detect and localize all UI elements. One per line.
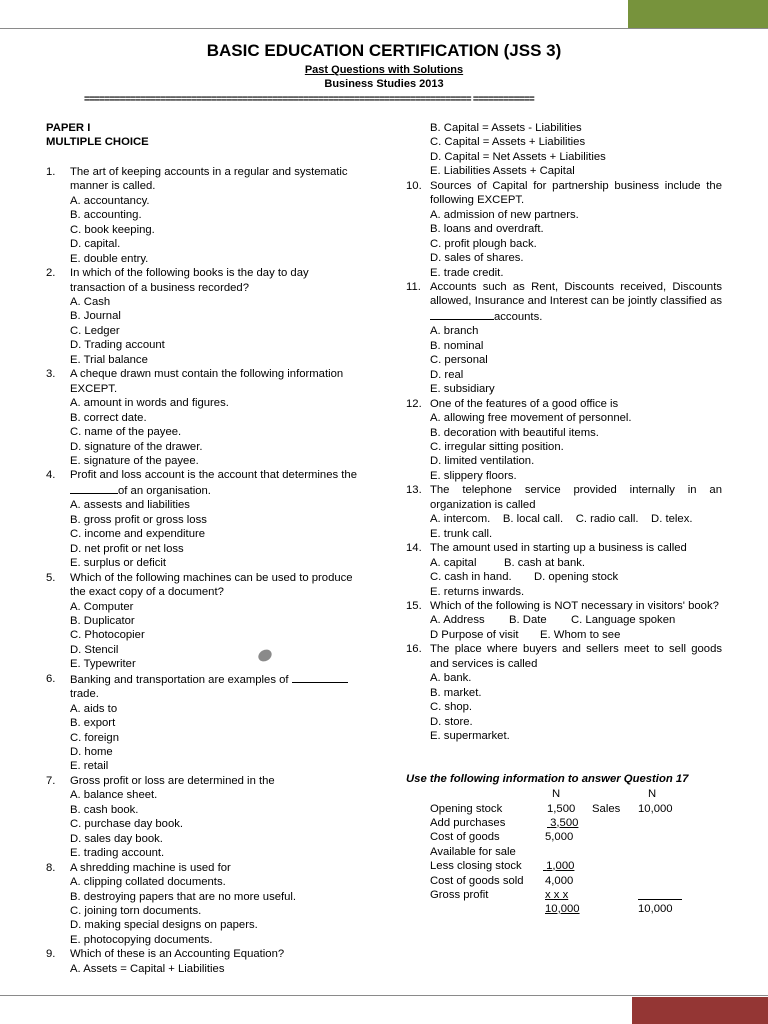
question-number: 1. [46,165,56,178]
question-4 [46,468,366,570]
option-row [430,613,722,627]
option[interactable]: A. aids to [70,702,118,715]
option[interactable]: C. Language spoken [571,614,676,627]
question-stem: In which of the following books is the day to day transaction of a business recorded? [70,267,309,294]
row-value: 1,000 [546,859,575,872]
section-label: MULTIPLE CHOICE [46,136,149,149]
question-stem: Profit and loss account is the account that determines theof an organisation. [70,469,357,497]
option[interactable]: E. Liabilities Assets + Capital [430,165,575,178]
answer-blank [430,309,494,320]
separator-line: ============================================================================ ============ [84,94,534,105]
question-9-continued [406,121,722,179]
total-rule [638,899,682,900]
question-number: 3. [46,368,56,381]
question-stem: Which of the following machines can be used to produce the exact copy of a document? [70,571,353,599]
question-stem: Sources of Capital for partnership business include the following EXCEPT. [430,179,722,207]
question-number: 4. [46,469,56,482]
question-16 [406,642,722,743]
question-number: 6. [46,672,56,685]
option[interactable]: C. Ledger [70,324,120,337]
option[interactable]: E. double entry. [70,252,149,265]
row-label: Cost of goods sold [430,874,524,887]
option[interactable]: B. correct date. [70,411,147,424]
option[interactable]: D. capital. [70,238,121,251]
question-number: 16. [406,643,422,656]
option[interactable]: B. cash at bank. [504,556,586,569]
question-number: 14. [406,542,422,555]
currency-symbol: N [648,787,657,800]
option[interactable]: C. purchase day book. [70,818,184,831]
option[interactable]: E. Trial balance [70,353,148,366]
question-17-info-heading: Use the following information to answer Question 17 [406,773,689,786]
option[interactable]: E. retail [70,760,109,773]
document-title: BASIC EDUCATION CERTIFICATION (JSS 3) [206,41,562,60]
option[interactable]: D. opening stock [534,571,619,584]
option[interactable]: A. Cash [70,295,111,308]
row-value: x x x [545,888,569,901]
question-12 [406,397,722,484]
row-label: Opening stock [430,802,503,815]
option[interactable]: C. joining torn documents. [70,905,202,918]
option[interactable]: A. intercom. [430,513,491,526]
option[interactable]: B. loans and overdraft. [430,223,544,236]
option[interactable]: A. Computer [70,600,134,613]
footer-color-band [632,997,768,1024]
question-stem: Accounts such as Rent, Discounts received, Discounts allowed, Insurance and Interest can be jointly classified asaccounts. [430,280,722,323]
question-9 [46,947,366,976]
option[interactable]: C. Capital = Assets + Liabilities [430,136,586,149]
option[interactable]: C. name of the payee. [70,426,182,439]
option[interactable]: E. photocopying documents. [70,933,213,946]
row-value: 1,500 [547,802,576,815]
option[interactable]: D. store. [430,715,473,728]
option[interactable]: E. Whom to see [540,628,621,641]
option[interactable]: B. cash book. [70,803,139,816]
question-number: 2. [46,267,56,280]
question-number: 12. [406,397,422,410]
question-stem: The telephone service provided internally in an organization is called [430,484,722,511]
option[interactable]: B. market. [430,686,482,699]
option[interactable]: B. Journal [70,310,121,323]
option[interactable]: E. trade credit. [430,266,504,279]
option[interactable]: E. trading account. [70,847,165,860]
option[interactable]: E. Typewriter [70,658,136,671]
option[interactable]: D. Trading account [70,339,165,352]
question-10 [406,179,722,280]
row-label: Available for sale [430,845,516,858]
option[interactable]: A. admission of new partners. [430,208,579,221]
row-label: Gross profit [430,888,489,901]
option[interactable]: C. book keeping. [70,223,155,236]
question-6 [46,672,366,774]
total-value: 10,000 [545,902,580,915]
option[interactable]: A. branch [430,325,479,338]
left-column [46,121,366,976]
question-stem: Which of the following is NOT necessary in visitors' book? [430,599,719,612]
option[interactable]: C. cash in hand. [430,571,512,584]
option[interactable]: C. irregular sitting position. [430,440,564,453]
option[interactable]: B. nominal [430,339,484,352]
option[interactable]: B. Duplicator [70,614,135,627]
option[interactable]: A. assests and liabilities [70,499,190,512]
question-number: 7. [46,774,56,787]
option-row [430,628,722,642]
option-row [430,512,722,526]
paper-label: PAPER I [46,122,91,134]
question-2 [46,266,366,367]
option[interactable]: A. balance sheet. [70,789,158,802]
option[interactable]: A. accountancy. [70,194,150,207]
trading-account-table [406,787,722,915]
option[interactable]: B. decoration with beautiful items. [430,426,599,439]
option[interactable]: A. amount in words and figures. [70,397,229,410]
row-label: Less closing stock [430,859,522,872]
currency-symbol: N [552,787,561,800]
option[interactable]: E. returns inwards. [430,585,525,598]
question-14 [406,541,722,599]
question-number: 11. [406,280,421,293]
question-stem: One of the features of a good office is [430,397,619,410]
option[interactable]: D. sales day book. [70,832,163,845]
answer-blank [70,483,118,494]
option-row [430,556,722,570]
option[interactable]: D. home [70,746,113,759]
header-color-band [628,0,768,28]
document-subject: Business Studies 2013 [324,78,444,90]
question-11 [406,280,722,397]
question-1 [46,165,366,266]
option[interactable]: C. radio call. [575,513,639,526]
question-number: 13. [406,484,422,497]
question-number: 9. [46,948,56,961]
option[interactable]: A. Assets = Capital + Liabilities [70,962,225,975]
answer-blank [292,672,348,683]
option[interactable]: C. foreign [70,731,119,744]
option[interactable]: D. making special designs on papers. [70,919,258,932]
question-8 [46,861,366,948]
option-row [430,570,722,584]
row-value: 3,500 [550,816,579,829]
question-5 [46,571,366,672]
option[interactable]: D. limited ventilation. [430,455,535,468]
total-value: 10,000 [638,902,673,915]
option[interactable]: B. Capital = Assets - Liabilities [430,122,582,134]
option[interactable]: E. supermarket. [430,730,510,743]
option[interactable]: C. income and expenditure [70,528,206,541]
row-label: Sales [592,802,621,815]
question-stem: Banking and transportation are examples of trade. [70,672,366,702]
option[interactable]: D. signature of the drawer. [70,440,203,453]
option[interactable]: D. net profit or net loss [70,542,184,555]
option[interactable]: B. destroying papers that are no more useful. [70,890,297,903]
option[interactable]: C. profit plough back. [430,237,537,250]
option[interactable]: E. slippery floors. [430,469,517,482]
option[interactable]: E. surplus or deficit [70,557,167,570]
header-rule [0,28,768,29]
option[interactable]: B. gross profit or gross loss [70,513,207,526]
footer-rule [0,995,768,996]
option[interactable]: D. Stencil [70,643,119,656]
row-value: 4,000 [545,874,574,887]
option[interactable]: D Purpose of visit [430,628,519,641]
option[interactable]: E. subsidiary [430,383,495,396]
document-subtitle: Past Questions with Solutions [304,64,464,76]
question-stem: The art of keeping accounts in a regular and systematic manner is called. [70,165,348,193]
row-label: Add purchases [430,816,506,829]
question-3 [46,367,366,468]
option[interactable]: B. accounting. [70,209,142,222]
question-15 [406,599,722,642]
option[interactable]: C. personal [430,354,488,367]
option[interactable]: C. shop. [430,701,473,714]
question-7 [46,774,366,861]
option[interactable]: A. allowing free movement of personnel. [430,412,632,425]
question-number: 10. [406,179,422,192]
question-stem: A shredding machine is used for [70,861,231,874]
option[interactable]: A. Address [430,614,485,627]
option[interactable]: D. sales of shares. [430,252,524,265]
question-stem: Which of these is an Accounting Equation? [70,948,285,961]
option[interactable]: D. real [430,368,464,381]
question-13 [406,483,722,541]
row-value: 5,000 [545,830,574,843]
question-stem: The place where buyers and sellers meet to sell goods and services is called [430,643,722,670]
option[interactable]: B. Date [509,614,547,627]
question-stem: Gross profit or loss are determined in the [70,774,275,787]
question-number: 8. [46,861,56,874]
option[interactable]: A. capital [430,556,477,569]
row-value: 10,000 [638,802,673,815]
question-number: 5. [46,571,56,584]
question-stem: The amount used in starting up a business is called [430,542,687,555]
option[interactable]: B. export [70,717,116,730]
option[interactable]: A. bank. [430,672,472,685]
row-label: Cost of goods [430,830,500,843]
option[interactable]: B. local call. [502,513,564,526]
option[interactable]: D. telex. [651,513,693,526]
question-number: 15. [406,599,422,612]
option[interactable]: C. Photocopier [70,629,145,642]
right-column [406,121,722,915]
option[interactable]: A. clipping collated documents. [70,876,226,889]
option[interactable]: E. trunk call. [430,527,493,540]
option[interactable]: D. Capital = Net Assets + Liabilities [430,150,606,163]
question-stem: A cheque drawn must contain the following information EXCEPT. [70,368,344,395]
option[interactable]: E. signature of the payee. [70,454,199,467]
